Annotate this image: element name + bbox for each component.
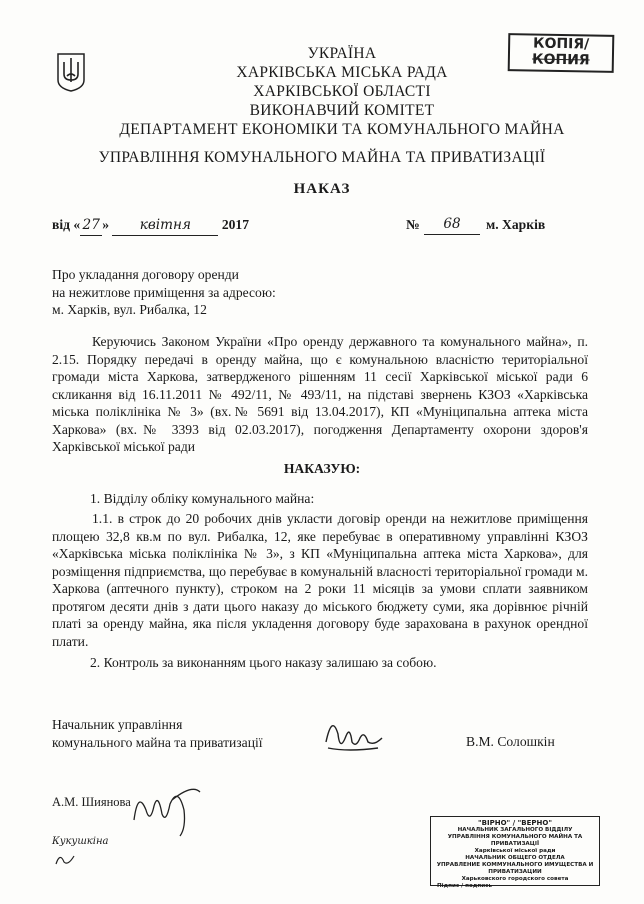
position-line2: комунального майна та приватизації [52, 734, 263, 750]
signatory-position [52, 716, 312, 751]
date-day: 27 [80, 217, 102, 236]
signatory-name: В.М. Солошкін [466, 734, 555, 749]
executor-initials: Кукушкіна [52, 836, 109, 847]
position-line1: Начальник управління [52, 717, 183, 732]
date-month: квітня [112, 217, 218, 236]
verify-stamp-line5: НАЧАЛЬНИК ОБЩЕГО ОТДЕЛА [465, 855, 565, 861]
letterhead [20, 44, 644, 139]
verify-stamp-line6: УПРАВЛЕНИЕ КОММУНАЛЬНОГО ИМУЩЕСТВА И ПРИВАТИЗАЦИИ [436, 862, 594, 875]
verify-stamp [430, 816, 600, 889]
department-name: ДЕПАРТАМЕНТ ЕКОНОМІКИ ТА КОМУНАЛЬНОГО МАЙНА [119, 121, 565, 138]
executor-signature [128, 780, 208, 840]
committee-name: ВИКОНАВЧИЙ КОМІТЕТ [249, 102, 435, 119]
verify-stamp-line8: Підпис / подпись [437, 883, 493, 889]
date-mid: » [102, 217, 109, 232]
order-city: м. Харків [486, 217, 546, 232]
region-name: ХАРКІВСЬКОЇ ОБЛАСТІ [253, 83, 431, 100]
council-name: ХАРКІВСЬКА МІСЬКА РАДА [236, 64, 448, 81]
order-year: 2017 [221, 217, 249, 232]
item-2: 2. Контроль за виконанням цього наказу залишаю за собою. [90, 655, 437, 670]
verify-stamp-line3: УПРАВЛІННЯ КОМУНАЛЬНОГО МАЙНА ТА ПРИВАТИЗАЦІЇ [447, 834, 583, 847]
order-subject [52, 266, 352, 319]
order-heading: НАКАЗУЮ: [283, 461, 361, 476]
subject-line2: на нежитлове приміщення за адресою: [52, 284, 276, 300]
order-number-label: № [406, 217, 420, 232]
executor-name: А.М. Шиянова [52, 795, 131, 809]
subject-line3: м. Харків, вул. Рибалка, 12 [52, 302, 207, 317]
verify-stamp-line7: Харьковского городского совета [461, 876, 569, 882]
order-number: 68 [424, 216, 480, 235]
copy-stamp-line1: КОПІЯ/ [532, 35, 590, 53]
date-number-line [52, 216, 592, 236]
preamble-paragraph: Керуючись Законом України «Про оренду державного та комунального майна», п. 2.15. Порядку передачі в оренду майна, що є комунальною власністю територіальної громади міста Харкова, затвердженого рішенням 11 сесії Харківської міської ради 6 скликання від 16.11.2011 № 492/11, № 493/11, на підставі звернень КЗОЗ «Харківська міська поліклініка № 3» (вх.№ 5691 від 13.04.2017), КП «Муніципальна аптека міста Харкова» (вх.№ 3393 від 02.03.2017), погодження Департаменту охорони здоров'я Харківської міської ради [52, 334, 588, 454]
initials-scribble [54, 850, 78, 868]
country-name: УКРАЇНА [307, 45, 377, 62]
order-title: НАКАЗ [293, 181, 351, 197]
verify-stamp-line4: Харківської міської ради [474, 848, 556, 854]
verify-stamp-line2: НАЧАЛЬНИК ЗАГАЛЬНОГО ВІДДІЛУ [457, 827, 573, 833]
date-prefix: від « [52, 217, 81, 232]
item-1-1: 1.1. в строк до 20 робочих днів укласти договір оренди на нежитлове приміщення площею 32,8 кв.м по вул. Рибалка, 12, яке перебуває в оперативному управлінні КЗОЗ «Харківська міська поліклініка № 3», з КП «Муніципальна аптека міста Харкова», для розміщення підприємства, що перебуває в комунальній власності територіальної громади м. Харкова (аптечного пункту), строком на 2 роки 11 місяців за умови сплати заявником протягом десяти днів з дати цього наказу до міського бюджету суми, яка дорівнює річній платі за оренду майна, яка після укладення договору буде зарахована в рахунок орендної плати. [52, 511, 588, 649]
verify-stamp-line1: "ВІРНО" / "ВЕРНО" [478, 819, 552, 827]
copy-stamp-line2: КОПИЯ [531, 51, 590, 69]
item-1: 1. Відділу обліку комунального майна: [90, 491, 315, 506]
subject-line1: Про укладання договору оренди [52, 267, 239, 282]
signature-scribble [318, 712, 388, 758]
administration-name: УПРАВЛІННЯ КОМУНАЛЬНОГО МАЙНА ТА ПРИВАТИЗАЦІЇ [98, 149, 546, 166]
